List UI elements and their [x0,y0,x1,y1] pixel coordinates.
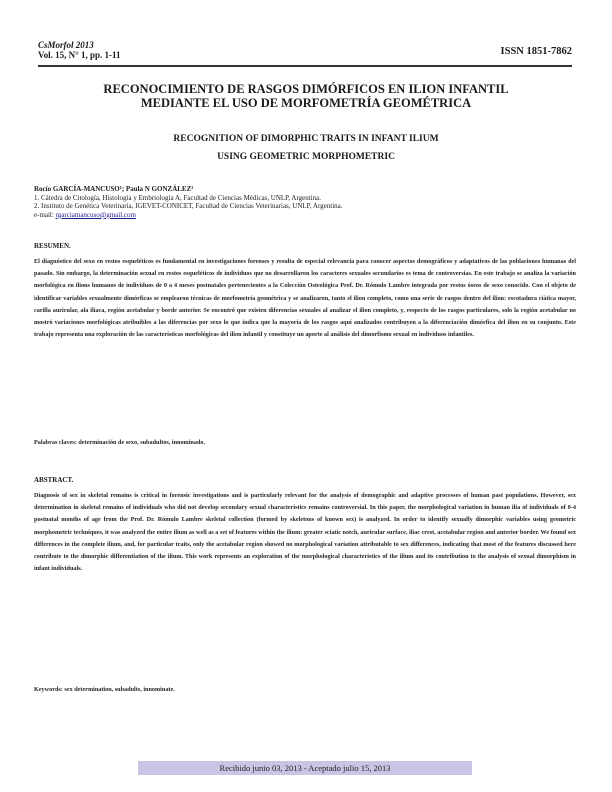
journal-header [38,40,121,60]
resumen-text: El diagnóstico del sexo en restos esqueléticos es fundamental en investigaciones forenses y resulta de especial relevancia para conocer aspectos demográficos y adaptativos de las poblaciones humanas del pasado. Sin embargo, la determinación sexual en restos esqueléticos de individuos que no desarrollaron los caracteres sexuales secundarios es tema de controversias. En este trabajo se analiza la variación morfológica en ilions humanos de individuos de 0 a 4 meses postnatales pertenecientes a la Colección Osteológica Prof. Dr. Rómulo Lambre integrada por restos óseos de sexo conocido. Con el objeto de identificar variables sexualmente dimórficas se emplearon técnicas de morfometría geométrica y se analizaron, tanto el ilion completo, como una serie de rasgos dentro del ilion: escotadura ciática mayor, carilla auricular, ala ilíaca, región acetabular y borde anterior. Se encontró que existen diferencias sexuales al analizar el ilion completo, y, respecto de los rasgos particulares, solo la región acetabular no mostró variaciones morfológicas atribuibles a las diferencias por sexo lo que indica que la mayoría de los rasgos aquí analizados contribuyen a la diferenciación dimórfica del ilion en su conjunto. Este trabajo representa una exploración de las características morfológicas del ilion infantil y constituye un aporte al análisis del dimorfismo sexual en individuos infantiles. [34,258,576,339]
affiliation-2: 2. Instituto de Genética Veterinaria, IGEVET-CONICET, Facultad de Ciencias Veterinarias, UNLP, Argentina. [34,202,343,211]
author-names: Rocío GARCÍA-MANCUSO¹; Paula N GONZÁLEZ² [34,185,194,193]
affiliation-1: 1. Cátedra de Citología, Histología y Embriología A, Facultad de Ciencias Médicas, UNLP, Argentina. [34,193,322,202]
email-label: e-mail: [34,210,56,219]
title-english-line-1: RECOGNITION OF DIMORPHIC TRAITS IN INFANT ILIUM [173,134,439,144]
title-spanish [40,82,572,110]
resumen-keywords: Palabras claves: determinación de sexo, subadultos, innominado. [34,439,206,446]
resumen-heading: RESUMEN. [34,242,71,250]
title-english [40,130,572,166]
abstract-heading: ABSTRACT. [34,476,74,484]
email-link[interactable]: rgarciamancuso@gmail.com [55,210,136,219]
journal-name: CsMorfol 2013 [38,40,94,50]
email-line [34,211,574,220]
authors-block [34,185,574,219]
received-accepted-dates: Recibido junio 03, 2013 - Aceptado julio 15, 2013 [138,761,472,775]
journal-volume: Vol. 15, N° 1, pp. 1-11 [38,50,121,60]
title-english-line-2: USING GEOMETRIC MORPHOMETRIC [217,152,395,162]
abstract-text: Diagnosis of sex in skeletal remains is critical in forensic investigations and is particularly relevant for the analysis of demographic and adaptive processes of human past populations. However, sex determination in skeletal remains of individuals who did not develop secondary sexual characteristics remains controversial. In this paper, the morphological variation in human ilia of individuals of 0-4 postnatal months of age from the Prof. Dr. Rómulo Lambre skeletal collection (formed by skeletons of known sex) is analyzed. In order to identify sexually dimorphic variables using geometric morphometric techniques, it was analyzed the entire ilium as well as a set of features within the ilium: greater sciatic notch, auricular surface, iliac crest, acetabular region and anterior border. We found sex differences in the complete ilium, and, for particular traits, only the acetabular region showed no morphological variation attributable to sex differences, indicating that most of the features discussed here contribute to the dimorphic differentiation of the ilium. This work represents an exploration of the morphological characteristics of the ilium and its contribution to the analysis of sexual dimorphism in infant individuals. [34,492,576,573]
issn: ISSN 1851-7862 [500,46,572,57]
header-rule [38,65,572,67]
abstract-keywords: Keywords: sex determination, subadults, innominate. [34,686,175,693]
title-spanish-line-2: MEDIANTE EL USO DE MORFOMETRÍA GEOMÉTRICA [140,96,472,110]
title-spanish-line-1: RECONOCIMIENTO DE RASGOS DIMÓRFICOS EN ILION INFANTIL [103,82,509,96]
